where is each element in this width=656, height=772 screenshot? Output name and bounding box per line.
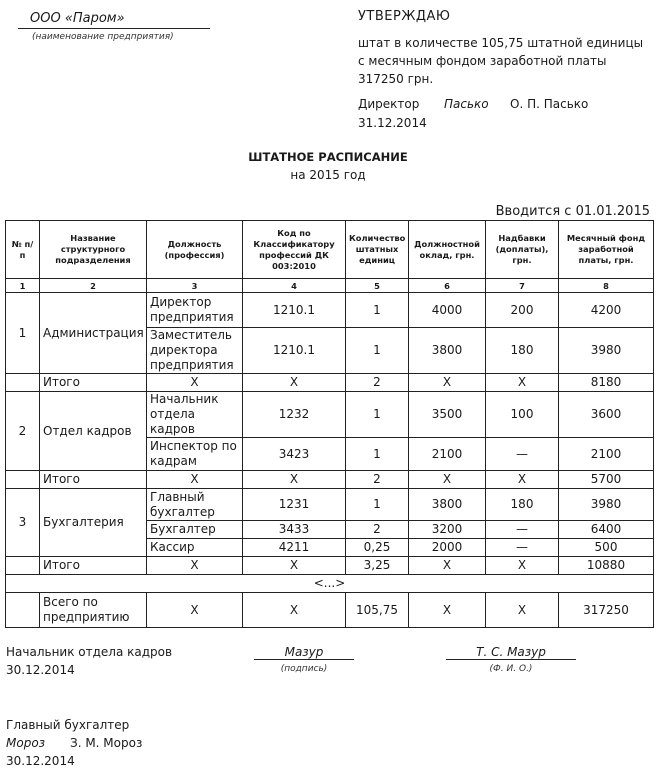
grand-total-row [6,593,654,628]
hr-name-line [446,645,576,660]
units-cell: 0,25 [346,539,409,557]
total-label: Итого [40,374,147,392]
document-title: ШТАТНОЕ РАСПИСАНИЕ [248,150,408,164]
salary-cell: 3200 [409,521,486,539]
company-name-text: ООО «Паром» [30,11,125,26]
grand-total-position: Х [147,593,243,628]
fund-cell: 3980 [559,489,654,521]
header-code: Код по Классификатору профессий ДК 003:2010 [243,221,346,279]
total-row [6,374,654,392]
total-code: Х [243,471,346,489]
column-number: 1 [6,279,40,293]
salary-cell: 2000 [409,539,486,557]
header-position: Должность (профессия) [147,221,243,279]
units-cell: 1 [346,489,409,521]
dept-name: Отдел кадров [40,392,147,471]
dept-number: 3 [6,489,40,557]
code-cell: 1232 [243,392,346,438]
total-position: Х [147,471,243,489]
approve-line-1: штат в количестве 105,75 штатной единицы [358,36,644,50]
column-number: 8 [559,279,654,293]
code-cell: 1210.1 [243,328,346,374]
director-name: О. П. Пасько [510,97,589,111]
bonus-cell: 180 [486,489,559,521]
total-fund: 5700 [559,471,654,489]
column-number: 5 [346,279,409,293]
header-department: Название структурного подразделения [40,221,147,279]
accountant-date: 30.12.2014 [6,754,75,768]
grand-total-units: 105,75 [346,593,409,628]
fund-cell: 500 [559,539,654,557]
column-number: 3 [147,279,243,293]
total-fund: 8180 [559,374,654,392]
company-caption: (наименование предприятия) [32,32,174,42]
table-header-row [6,221,654,279]
code-cell: 1231 [243,489,346,521]
hr-date: 30.12.2014 [6,663,75,677]
column-number: 4 [243,279,346,293]
name-caption: (Ф. И. О.) [489,664,533,674]
director-label: Директор [358,97,420,111]
approve-line-2: с месячным фондом заработной платы [358,54,607,68]
ellipsis-cell: <...> [6,575,654,593]
position-cell: Заместитель директора предприятия [147,328,243,374]
position-cell: Директор предприятия [147,293,243,328]
bonus-cell: 100 [486,392,559,438]
bonus-cell: — [486,539,559,557]
position-cell: Кассир [147,539,243,557]
units-cell: 1 [346,328,409,374]
salary-cell: 3800 [409,328,486,374]
signature-caption: (подпись) [280,664,328,674]
dept-number: 2 [6,392,40,471]
hr-title: Начальник отдела кадров [6,645,173,659]
bonus-cell: — [486,438,559,471]
bonus-cell: 200 [486,293,559,328]
total-row [6,471,654,489]
total-label: Итого [40,471,147,489]
fund-cell: 6400 [559,521,654,539]
header-num: № п/п [6,221,40,279]
column-number: 6 [409,279,486,293]
table-row [6,293,654,328]
code-cell: 4211 [243,539,346,557]
total-fund: 10880 [559,557,654,575]
position-cell: Начальник отдела кадров [147,392,243,438]
accountant-name: З. М. Мороз [70,736,143,750]
total-units: 3,25 [346,557,409,575]
position-cell: Бухгалтер [147,521,243,539]
grand-total-salary: Х [409,593,486,628]
accountant-signature: Мороз [6,736,46,750]
salary-cell: 3500 [409,392,486,438]
grand-total-code: Х [243,593,346,628]
grand-total-label: Всего по предприятию [40,593,147,628]
total-code: Х [243,374,346,392]
total-label: Итого [40,557,147,575]
total-salary: Х [409,471,486,489]
header-units: Количество штатных единиц [346,221,409,279]
total-position: Х [147,557,243,575]
table-row [6,392,654,438]
company-name [18,10,210,29]
total-units: 2 [346,471,409,489]
fund-cell: 4200 [559,293,654,328]
accountant-title: Главный бухгалтер [6,718,130,732]
total-code: Х [243,557,346,575]
bonus-cell: — [486,521,559,539]
total-salary: Х [409,374,486,392]
approve-date: 31.12.2014 [358,116,427,130]
ellipsis-row [6,575,654,593]
dept-name: Бухгалтерия [40,489,147,557]
position-cell: Главный бухгалтер [147,489,243,521]
position-cell: Инспектор по кадрам [147,438,243,471]
header-bonus: Надбавки (доплаты), грн. [486,221,559,279]
column-number-row [6,279,654,293]
fund-cell: 2100 [559,438,654,471]
units-cell: 2 [346,521,409,539]
code-cell: 1210.1 [243,293,346,328]
total-salary: Х [409,557,486,575]
total-bonus: Х [486,557,559,575]
column-number: 2 [40,279,147,293]
staffing-table [5,220,654,628]
total-bonus: Х [486,374,559,392]
units-cell: 1 [346,438,409,471]
salary-cell: 3800 [409,489,486,521]
hr-signature: Мазур [284,645,324,659]
header-fund: Месячный фонд заработной платы, грн. [559,221,654,279]
table-row [6,489,654,521]
total-bonus: Х [486,471,559,489]
total-position: Х [147,374,243,392]
fund-cell: 3600 [559,392,654,438]
hr-name: Т. С. Мазур [476,645,546,659]
column-number: 7 [486,279,559,293]
grand-total-fund: 317250 [559,593,654,628]
grand-total-bonus: Х [486,593,559,628]
salary-cell: 2100 [409,438,486,471]
effective-date: Вводится с 01.01.2015 [495,204,650,219]
dept-number: 1 [6,293,40,374]
approve-line-3: 317250 грн. [358,72,434,86]
bonus-cell: 180 [486,328,559,374]
code-cell: 3423 [243,438,346,471]
salary-cell: 4000 [409,293,486,328]
units-cell: 1 [346,392,409,438]
approve-title: УТВЕРЖДАЮ [358,9,451,24]
total-units: 2 [346,374,409,392]
total-row [6,557,654,575]
dept-name: Администрация [40,293,147,374]
director-signature: Пасько [444,97,489,111]
code-cell: 3433 [243,521,346,539]
hr-signature-line [254,645,354,660]
header-salary: Должностной оклад, грн. [409,221,486,279]
fund-cell: 3980 [559,328,654,374]
document-subtitle: на 2015 год [290,168,366,182]
units-cell: 1 [346,293,409,328]
